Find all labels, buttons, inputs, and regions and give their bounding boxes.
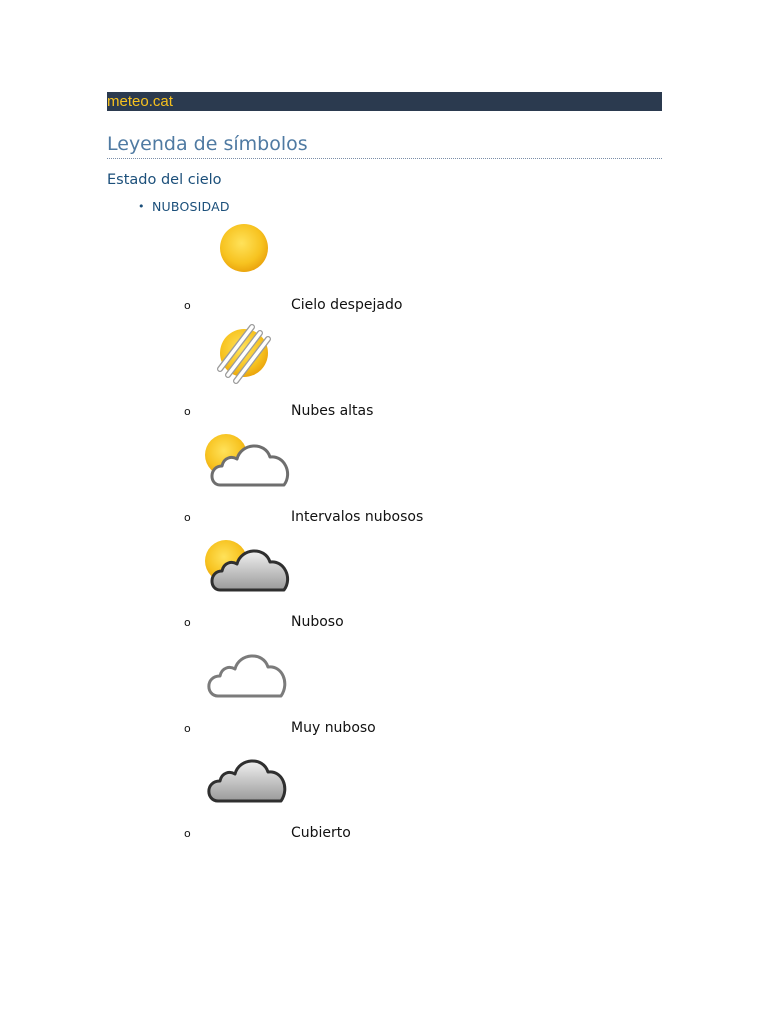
symbol-label: Nubes altas bbox=[291, 403, 374, 419]
list-item-bullet: o bbox=[184, 827, 191, 840]
list-item-bullet: o bbox=[184, 405, 191, 418]
sun-behind-grey-cloud-icon bbox=[200, 534, 300, 604]
list-item-bullet: o bbox=[184, 299, 191, 312]
sun-behind-white-cloud-icon bbox=[200, 428, 300, 498]
grey-cloud-icon bbox=[200, 745, 300, 815]
list-item-bullet: o bbox=[184, 616, 191, 629]
symbol-label: Nuboso bbox=[291, 614, 344, 630]
category-bullet: • bbox=[138, 200, 145, 213]
list-item-bullet: o bbox=[184, 722, 191, 735]
symbol-label: Cielo despejado bbox=[291, 297, 403, 313]
white-cloud-icon bbox=[200, 640, 300, 710]
section-title: Estado del cielo bbox=[107, 172, 222, 188]
symbol-label: Intervalos nubosos bbox=[291, 509, 424, 525]
brand-link[interactable]: meteo.cat bbox=[107, 93, 173, 110]
page-title: Leyenda de símbolos bbox=[107, 131, 662, 159]
symbol-label: Cubierto bbox=[291, 825, 351, 841]
symbol-label: Muy nuboso bbox=[291, 720, 376, 736]
category-label: NUBOSIDAD bbox=[152, 199, 230, 214]
sun-icon bbox=[206, 218, 306, 288]
brand-bar bbox=[107, 92, 662, 111]
high-clouds-icon bbox=[206, 323, 306, 393]
list-item-bullet: o bbox=[184, 511, 191, 524]
